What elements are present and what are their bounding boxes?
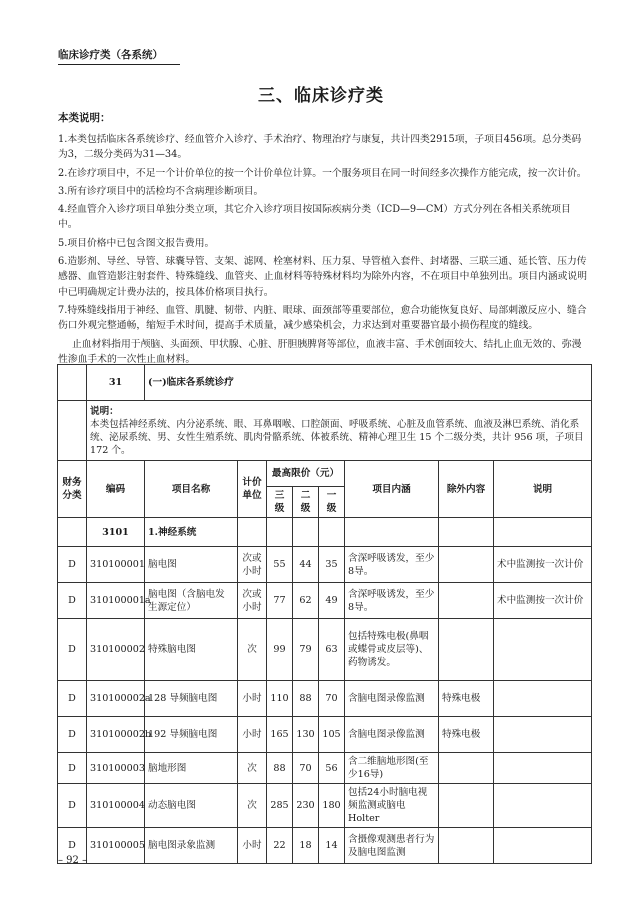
row-finance: D — [58, 547, 87, 583]
row-code: 310100002 — [87, 619, 145, 681]
row-finance: D — [58, 784, 87, 828]
category-name: (一)临床各系统诊疗 — [145, 365, 592, 401]
row-content: 含脑电图录像监测 — [345, 681, 439, 717]
row-content: 含深呼吸诱发，至少8导。 — [345, 547, 439, 583]
row-finance: D — [58, 681, 87, 717]
subcategory-name: 1.神经系统 — [145, 518, 238, 547]
row-content: 含摄像观测患者行为及脑电图监测 — [345, 828, 439, 864]
table-row — [58, 717, 592, 753]
row-name: 特殊脑电图 — [145, 619, 238, 681]
row-unit: 次 — [238, 753, 267, 784]
row-price-grade2: 70 — [293, 753, 319, 784]
row-remark: 术中监测按一次计价 — [494, 583, 592, 619]
row-finance: D — [58, 717, 87, 753]
row-exclude — [439, 619, 494, 681]
note-item: 5.项目价格中已包含图文报告费用。 — [58, 237, 215, 249]
price-table — [57, 364, 592, 864]
category-note-text: 本类包括神经系统、内分泌系统、眼、耳鼻咽喉、口腔颌面、呼吸系统、心脏及血管系统、血液及淋巴系统、消化系统、泌尿系统、男、女性生殖系统、肌肉骨骼系统、体被系统、精神心理卫生 15 个二级分类，共计 956 项，子项目 172 个。 — [90, 418, 584, 456]
note-item: 3.所有诊疗项目中的活检均不含病理诊断项目。 — [58, 185, 264, 197]
row-name: 192 导频脑电图 — [145, 717, 238, 753]
row-price-grade2: 18 — [293, 828, 319, 864]
note-item: 7.特殊缝线指用于神经、血管、肌腱、韧带、内脏、眼球、面颈部等重要部位，愈合功能恢复良好、局部刺激反应小、缝合伤口外观完整通畅，缩短手术时间，提高手术质量，减少感染机会，力求达到对重要器官最小损伤程度的缝线。 — [58, 304, 587, 332]
table-row — [58, 784, 592, 828]
note-item: 2.在诊疗项目中，不足一个计价单位的按一个计价单位计算。一个服务项目在同一时间经多次操作方能完成，按一次计价。 — [58, 167, 587, 179]
table-row — [58, 619, 592, 681]
row-price-grade3: 99 — [267, 619, 293, 681]
row-exclude — [439, 547, 494, 583]
row-price-grade1: 105 — [319, 717, 345, 753]
row-unit: 次 — [238, 784, 267, 828]
row-content: 含深呼吸诱发，至少8导。 — [345, 583, 439, 619]
table-row — [58, 547, 592, 583]
row-remark — [494, 681, 592, 717]
row-finance: D — [58, 619, 87, 681]
row-name: 脑电图 — [145, 547, 238, 583]
category-row — [58, 365, 592, 401]
row-content: 包括24小时脑电视频监测或脑电Holter — [345, 784, 439, 828]
row-unit: 小时 — [238, 717, 267, 753]
category-note-row — [58, 401, 592, 461]
section-label: 本类说明： — [58, 112, 111, 124]
page-title: 三、临床诊疗类 — [258, 86, 384, 106]
row-price-grade1: 49 — [319, 583, 345, 619]
row-remark — [494, 828, 592, 864]
col-header-max-price: 最高限价（元） — [267, 461, 345, 487]
row-price-grade3: 77 — [267, 583, 293, 619]
row-exclude — [439, 583, 494, 619]
row-price-grade3: 88 — [267, 753, 293, 784]
row-content: 含二维脑地形图(至少16导) — [345, 753, 439, 784]
row-price-grade1: 14 — [319, 828, 345, 864]
row-price-grade1: 180 — [319, 784, 345, 828]
note-item: 6.造影剂、导丝、导管、球囊导管、支架、滤网、栓塞材料、压力泵、导管植入套件、封堵器、三联三通、延长管、压力传感器、血管造影注射套件、特殊缝线、血管夹、止血材料等特殊材料均为除外内容，不在项目中单独列出。项目内涵或说明中已明确规定计费办法的，按具体价格项目执行。 — [58, 256, 588, 298]
row-price-grade1: 35 — [319, 547, 345, 583]
row-remark — [494, 753, 592, 784]
note-item: 止血材料指用于颅脑、头面颈、甲状腺、心脏、肝胆胰脾肾等部位，血液丰富、手术创面较大、结扎止血无效的、弥漫性渗血手术的一次性止血材料。 — [58, 338, 582, 365]
row-exclude — [439, 828, 494, 864]
row-exclude: 特殊电极 — [439, 681, 494, 717]
col-header-unit: 计价单位 — [238, 461, 267, 518]
row-price-grade1: 70 — [319, 681, 345, 717]
row-unit: 小时 — [238, 828, 267, 864]
col-header-exclude: 除外内容 — [439, 461, 494, 518]
row-name: 动态脑电图 — [145, 784, 238, 828]
row-name: 脑电图录象监测 — [145, 828, 238, 864]
row-remark — [494, 784, 592, 828]
data-rows — [58, 547, 592, 864]
notes-block — [58, 132, 590, 367]
row-price-grade1: 56 — [319, 753, 345, 784]
row-exclude — [439, 784, 494, 828]
row-code: 310100005 — [87, 828, 145, 864]
row-finance: D — [58, 753, 87, 784]
row-name: 脑电图（含脑电发生源定位） — [145, 583, 238, 619]
row-price-grade2: 62 — [293, 583, 319, 619]
row-code: 310100001 — [87, 547, 145, 583]
row-price-grade3: 22 — [267, 828, 293, 864]
row-remark — [494, 717, 592, 753]
row-price-grade2: 130 — [293, 717, 319, 753]
note-item: 1.本类包括临床各系统诊疗、经血管介入诊疗、手术治疗、物理治疗与康复，共计四类2915项，子项目456项。总分类码为3，二级分类码为31—34。 — [58, 134, 582, 161]
row-price-grade3: 165 — [267, 717, 293, 753]
category-note-label: 说明： — [90, 405, 119, 417]
col-header-code: 编码 — [87, 461, 145, 518]
row-code: 310100002a — [87, 681, 145, 717]
table-row — [58, 753, 592, 784]
row-unit: 小时 — [238, 681, 267, 717]
row-price-grade3: 285 — [267, 784, 293, 828]
row-code: 310100003 — [87, 753, 145, 784]
col-header-name: 项目名称 — [145, 461, 238, 518]
category-code: 31 — [87, 365, 145, 401]
row-unit: 次 — [238, 619, 267, 681]
col-header-grade1: 一级 — [319, 487, 345, 518]
row-unit: 次或小时 — [238, 583, 267, 619]
subcategory-code: 3101 — [87, 518, 145, 547]
col-header-grade3: 三级 — [267, 487, 293, 518]
row-price-grade3: 55 — [267, 547, 293, 583]
col-header-grade2: 二级 — [293, 487, 319, 518]
row-finance: D — [58, 583, 87, 619]
col-header-content: 项目内涵 — [345, 461, 439, 518]
header-row — [58, 461, 592, 487]
row-price-grade2: 88 — [293, 681, 319, 717]
row-content: 含脑电图录像监测 — [345, 717, 439, 753]
table-row — [58, 828, 592, 864]
row-finance: D — [58, 828, 87, 864]
row-name: 128 导频脑电图 — [145, 681, 238, 717]
row-remark — [494, 619, 592, 681]
category-note — [87, 401, 592, 461]
row-name: 脑地形图 — [145, 753, 238, 784]
subcategory-row — [58, 518, 592, 547]
row-remark: 术中监测按一次计价 — [494, 547, 592, 583]
row-price-grade2: 230 — [293, 784, 319, 828]
note-item: 4.经血管介入诊疗项目单独分类立项，其它介入诊疗项目按国际疾病分类（ICD—9—CM）方式分列在各相关系统项目中。 — [58, 204, 571, 231]
row-price-grade3: 110 — [267, 681, 293, 717]
table-row — [58, 583, 592, 619]
row-code: 310100004 — [87, 784, 145, 828]
col-header-finance: 财务分类 — [58, 461, 87, 518]
page-number: – 92 – — [58, 855, 88, 866]
row-unit: 次或小时 — [238, 547, 267, 583]
running-header: 临床诊疗类（各系统） — [58, 47, 180, 65]
row-exclude: 特殊电极 — [439, 717, 494, 753]
col-header-remark: 说明 — [494, 461, 592, 518]
table-row — [58, 681, 592, 717]
row-content: 包括特殊电极(鼻咽或蝶骨或皮层等)、药物诱发。 — [345, 619, 439, 681]
row-exclude — [439, 753, 494, 784]
row-price-grade1: 63 — [319, 619, 345, 681]
row-code: 310100001a — [87, 583, 145, 619]
row-price-grade2: 79 — [293, 619, 319, 681]
row-code: 310100002b — [87, 717, 145, 753]
row-price-grade2: 44 — [293, 547, 319, 583]
